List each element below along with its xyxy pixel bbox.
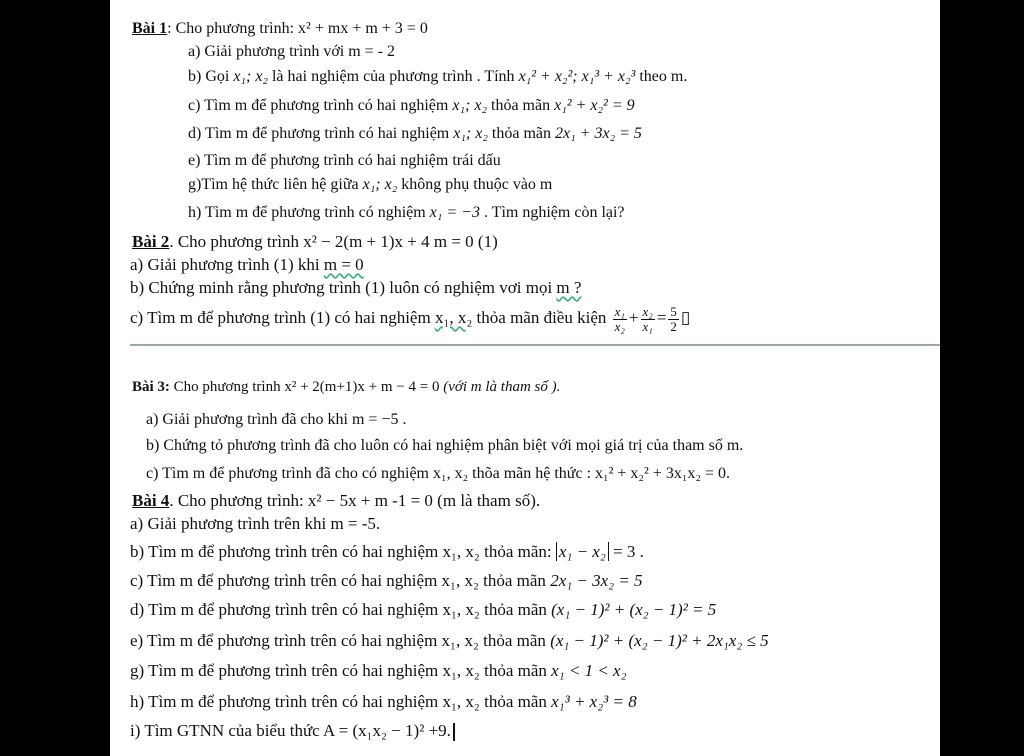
bai3-equation: x² + 2(m+1)x + m − 4 = 0 bbox=[284, 379, 440, 395]
bai4-heading: Bài 4. Cho phương trình: x² − 5x + m -1 = 0 (m là tham số). bbox=[132, 491, 541, 510]
bai1-b: b) Gọi x₁; x₂ là hai nghiệm của phương trình . Tính x₁² + x₂²; x₁³ + x₂³ theo m. bbox=[188, 68, 688, 85]
bai2-heading: Bài 2. Cho phương trình x² − 2(m + 1)x + 4 m = 0 (1) bbox=[132, 232, 498, 251]
bai2-equation: x² − 2(m + 1)x + 4 m = 0 (1) bbox=[303, 232, 498, 251]
bai1-a: a) Giải phương trình với m = - 2 bbox=[188, 43, 396, 60]
fraction-5-over-2: $\frac{5}{2}$ bbox=[670, 304, 677, 334]
bai4-e: e) Tìm m để phương trình trên có hai nghiệm x₁, x₂ thỏa mãn (x₁ − 1)² + (x₂ − 1)² + 2x₁x₂ ≤ 5 bbox=[130, 631, 769, 650]
bai4-h: h) Tìm m để phương trình trên có hai nghiệm x₁, x₂ thỏa mãn x₁³ + x₂³ = 8 bbox=[130, 692, 637, 711]
bai2-b: b) Chứng minh rằng phương trình (1) luôn có nghiệm vơi mọi m ? bbox=[130, 278, 582, 297]
bai2-c: c) Tìm m để phương trình (1) có hai nghiệm x₁, x₂ thỏa mãn điều kiện $\frac{\text{x₁}}{\text{x₂}}$ + $\frac{\text{x₂}}{\text{x₁}}$ = $\frac{5}{2}$ ▯ bbox=[130, 304, 691, 334]
bai4-label: Bài 4 bbox=[132, 491, 170, 510]
bai3-b: b) Chứng tỏ phương trình đã cho luôn có hai nghiệm phân biệt với mọi giá trị của tham số m. bbox=[146, 437, 744, 454]
bai4-b: b) Tìm m để phương trình trên có hai nghiệm x₁, x₂ thỏa mãn: x₁ − x₂ = 3 . bbox=[130, 542, 644, 561]
bai3-c: c) Tìm m để phương trình đã cho có nghiệm x₁, x₂ thõa mãn hệ thức : x₁² + x₂² + 3x₁x₂ = 0. bbox=[146, 465, 730, 482]
bai1-equation: x² + mx + m + 3 = 0 bbox=[298, 20, 428, 37]
bai1-label: Bài 1 bbox=[132, 20, 168, 37]
bai1-d: d) Tìm m để phương trình có hai nghiệm x₁; x₂ thỏa mãn 2x₁ + 3x₂ = 5 bbox=[188, 125, 642, 142]
bai4-a: a) Giải phương trình trên khi m = -5. bbox=[130, 514, 381, 533]
bai4-d: d) Tìm m để phương trình trên có hai nghiệm x₁, x₂ thỏa mãn (x₁ − 1)² + (x₂ − 1)² = 5 bbox=[130, 600, 717, 619]
bai3-label: Bài 3: bbox=[132, 379, 170, 395]
bai1-g: g)Tìm hệ thức liên hệ giữa x₁; x₂ không phụ thuộc vào m bbox=[188, 176, 553, 193]
bai1-e: e) Tìm m để phương trình có hai nghiệm trái dấu bbox=[188, 152, 501, 169]
bai2-label: Bài 2 bbox=[132, 232, 170, 251]
bai3-a: a) Giải phương trình đã cho khi m = −5 . bbox=[146, 411, 407, 428]
bai1-h: h) Tìm m để phương trình có nghiệm x₁ = −3 . Tìm nghiệm còn lại? bbox=[188, 204, 625, 221]
fraction-x1-over-x2: $\frac{\text{x₁}}{\text{x₂}}$ bbox=[614, 304, 625, 334]
bai1-heading: Bài 1: Cho phương trình: x² + mx + m + 3 = 0 bbox=[132, 20, 428, 37]
text-cursor bbox=[453, 723, 455, 741]
bai4-g: g) Tìm m để phương trình trên có hai nghiệm x₁, x₂ thỏa mãn x₁ < 1 < x₂ bbox=[130, 661, 627, 680]
bai3-heading: Bài 3: Cho phương trình x² + 2(m+1)x + m − 4 = 0 (với m là tham số ). bbox=[132, 379, 561, 395]
section-divider bbox=[130, 344, 940, 346]
document-page bbox=[110, 0, 940, 756]
fraction-x2-over-x1: $\frac{\text{x₂}}{\text{x₁}}$ bbox=[642, 304, 653, 334]
bai2-a: a) Giải phương trình (1) khi m = 0 bbox=[130, 255, 364, 274]
bai4-i: i) Tìm GTNN của biểu thức A = (x₁x₂ − 1)² +9. bbox=[130, 722, 455, 741]
bai1-c: c) Tìm m để phương trình có hai nghiệm x₁; x₂ thỏa mãn x₁² + x₂² = 9 bbox=[188, 97, 635, 114]
bai4-c: c) Tìm m để phương trình trên có hai nghiệm x₁, x₂ thỏa mãn 2x₁ − 3x₂ = 5 bbox=[130, 571, 643, 590]
